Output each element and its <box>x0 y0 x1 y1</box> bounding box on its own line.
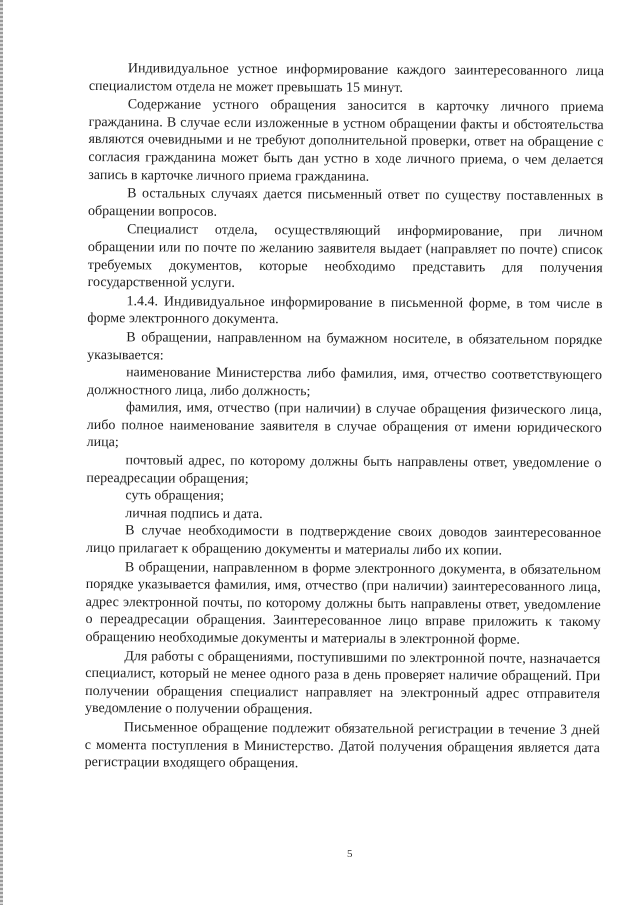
list-item-essence: суть обращения; <box>125 488 225 505</box>
paragraph-oral-record: Содержание устного обращения заносится в карточку личного приема гражданина. В случае если изложенные в устном обращении факты и обстоятельства являются очевидными и не требуют дополнительной проверки, ответ на обращение с согласия гражданина может быть дан устно в ходе личного приема, о чем делается запись в карточке личного приема гражданина. <box>88 97 604 185</box>
paragraph-paper-requirements: В обращении, направленном на бумажном носителе, в обязательном порядке указывается: <box>87 330 603 363</box>
list-item-signature-date: личная подпись и дата. <box>125 506 263 522</box>
list-item-ministry-name: наименование Министерства либо фамилия, имя, отчество соответствующего должностного лица, либо должность; <box>86 365 603 400</box>
paragraph-email-processing: Для работы с обращениями, поступившими по электронной почте, назначается специалист, который не менее одного раза в день проверяет наличие обращений. При получении обращения специалист направляет на электронный адрес отправителя уведомление о получении обращения. <box>84 648 601 718</box>
document-body <box>85 60 604 775</box>
paragraph-document-list: Специалист отдела, осуществляющий информирование, при личном обращении или по почте по желанию заявителя выдает (направляет по почте) список требуемых документов, которые необходимо представить для получения государственной услуги. <box>87 222 603 292</box>
scan-edge <box>0 0 3 905</box>
paragraph-section-1-4-4: 1.4.4. Индивидуальное информирование в письменной форме, в том числе в форме электронного документа. <box>87 293 603 328</box>
paragraph-electronic-requirements: В обращении, направленном в форме электронного документа, в обязательном порядке указывается фамилия, имя, отчество (при наличии) заинтересованного лица, адрес электронной почты, по которому должны быть направлены ответ, уведомление о переадресации обращения. Заинтересованное лицо вправе приложить к такому обращению необходимые документы и материалы в электронной форме. <box>85 559 601 648</box>
paragraph-written-answer: В остальных случаях дается письменный ответ по существу поставленных в обращении вопросов. <box>88 186 604 220</box>
paragraph-attachments: В случае необходимости в подтверждение своих доводов заинтересованное лицо прилагает к обращению документы и материалы либо их копии. <box>85 523 602 559</box>
list-item-postal-address: почтовый адрес, по которому должны быть направлены ответ, уведомление о переадресации обращения; <box>86 453 602 487</box>
paragraph-oral-time-limit: Индивидуальное устное информирование каждого заинтересованного лица специалистом отдела не может превышать 15 минут. <box>88 61 604 96</box>
paragraph-registration: Письменное обращение подлежит обязательной регистрации в течение 3 дней с момента поступления в Министерство. Датой получения обращения является дата регистрации входящего обращения. <box>84 720 600 772</box>
page-number: 5 <box>347 848 353 860</box>
list-item-applicant-name: фамилия, имя, отчество (при наличии) в случае обращения физического лица, либо полное наименование заявителя в случае обращения от имени юридического лица; <box>86 400 602 451</box>
